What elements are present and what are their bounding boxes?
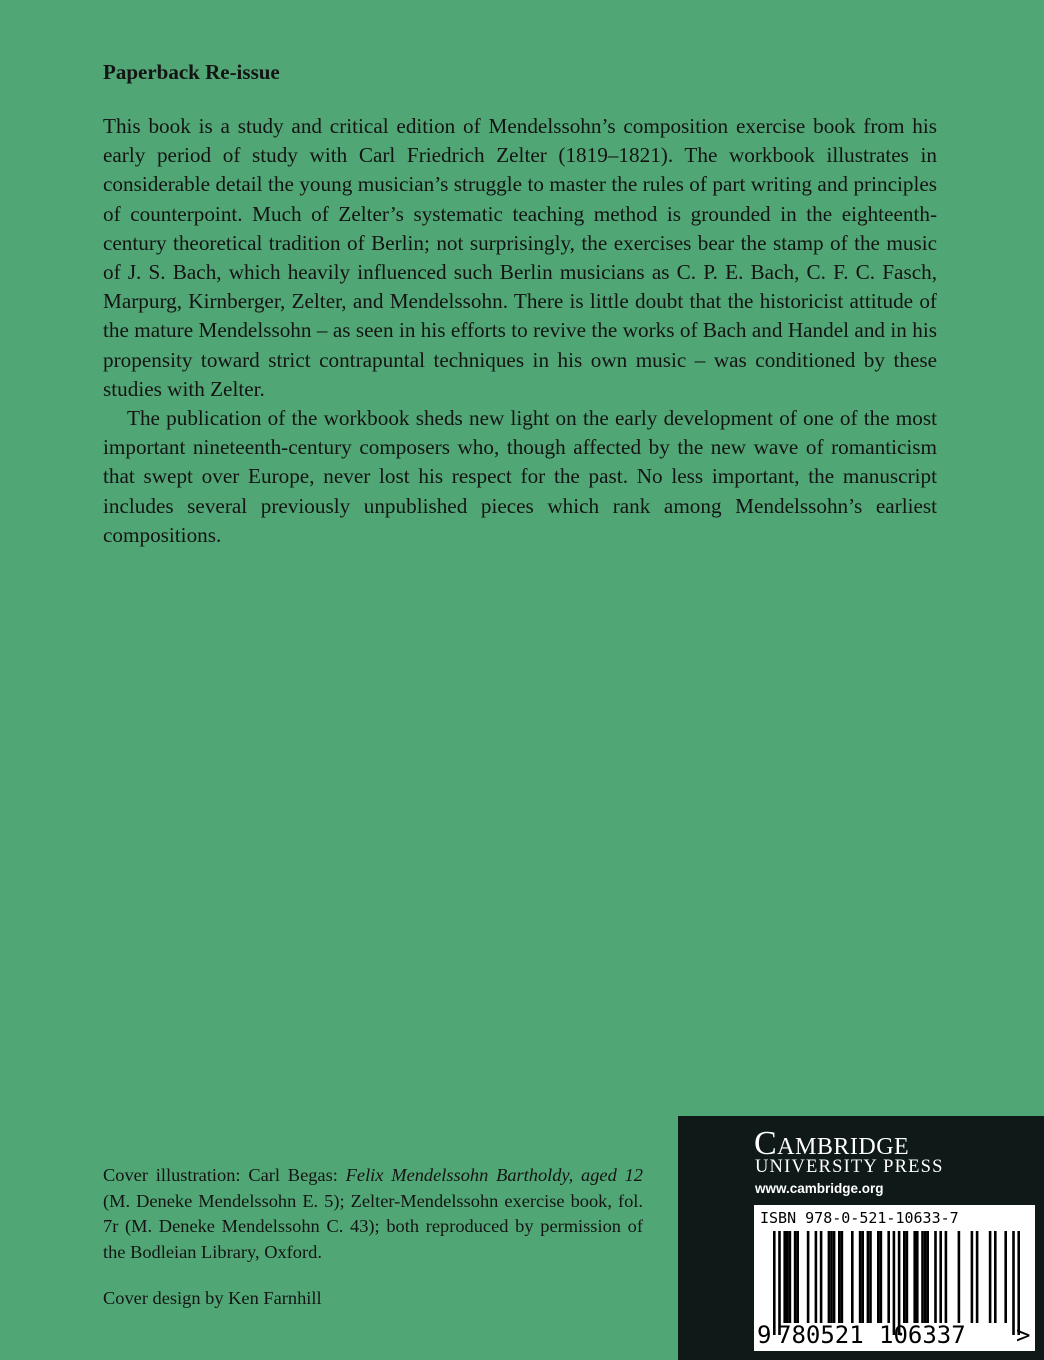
- barcode-bar: [976, 1231, 979, 1323]
- blurb-paragraph-2: The publication of the workbook sheds new light on the early development of one of the most important nineteenth-century composers who, though affected by the new wave of romanticism that swept over Europe, never lost his respect for the past. No less important, the manuscript includes several previously unpublished pieces which rank among Mendelssohn’s earliest compositions.: [103, 406, 937, 547]
- publisher-name: Cambridge: [754, 1125, 910, 1162]
- barcode-bar: [815, 1231, 818, 1323]
- barcode-bar: [838, 1231, 841, 1323]
- barcode-bar: [906, 1231, 909, 1323]
- barcode-bar: [861, 1231, 864, 1323]
- barcode-bar: [778, 1231, 781, 1335]
- isbn-label: ISBN 978-0-521-10633-7: [760, 1209, 959, 1227]
- blurb-paragraph-1: This book is a study and critical edition of Mendelssohn’s composition exercise book from his early period of study with Carl Friedrich Zelter (1819–1821). The workbook illustrates in considerable detail the young musician’s struggle to master the rules of part writing and principles of counterpoint. Much of Zelter’s systematic teaching method is grounded in the eighteenth-century theoretical tradition of Berlin; not surprisingly, the exercises bear the stamp of the music of J. S. Bach, which heavily influenced such Berlin musicians as C. P. E. Bach, C. F. C. Fasch, Marpurg, Kirnberger, Zelter, and Mendelssohn. There is little doubt that the historicist attitude of the mature Mendelssohn – as seen in his efforts to revive the works of Bach and Handel and in his propensity toward strict contrapuntal techniques in his own music – was conditioned by these studies with Zelter.: [103, 114, 937, 401]
- barcode-bar: [887, 1231, 890, 1323]
- heading: Paperback Re-issue: [103, 60, 280, 84]
- barcode-bar: [794, 1231, 797, 1323]
- barcode-bar: [1004, 1231, 1007, 1323]
- publisher-subtitle: UNIVERSITY PRESS: [755, 1157, 944, 1177]
- barcode-bar: [1017, 1231, 1020, 1335]
- barcode-bar: [1012, 1231, 1015, 1335]
- barcode-bar: [877, 1231, 880, 1323]
- barcode-bar: [924, 1231, 927, 1323]
- barcode-lead-digit: 9: [757, 1321, 772, 1349]
- barcode-digits-left: 780521: [777, 1321, 864, 1349]
- barcode-bar: [828, 1231, 831, 1323]
- barcode-bar: [796, 1231, 799, 1323]
- barcode-bar: [869, 1231, 872, 1323]
- barcode-bar: [841, 1231, 844, 1323]
- publisher-panel: [678, 1116, 1044, 1360]
- barcode-bar: [867, 1231, 870, 1323]
- barcode-bar: [773, 1231, 776, 1335]
- barcode-bar: [789, 1231, 792, 1323]
- barcode-bar: [898, 1231, 901, 1335]
- illustration-title: Felix Mendelssohn Bartholdy, aged 12: [345, 1165, 643, 1185]
- barcode-bar: [939, 1231, 942, 1323]
- barcode-bar: [830, 1231, 833, 1323]
- barcode-bar: [893, 1231, 896, 1335]
- barcode-digits-right: 106337: [879, 1321, 966, 1349]
- barcode-bar: [833, 1231, 836, 1323]
- barcode-bar: [786, 1231, 789, 1323]
- barcode-bar: [971, 1231, 974, 1323]
- cover-design-credit: Cover design by Ken Farnhill: [103, 1288, 322, 1308]
- barcode-bar: [807, 1231, 810, 1323]
- barcode-bar: [916, 1231, 919, 1323]
- barcode-bar: [851, 1231, 854, 1323]
- barcode-bar: [958, 1231, 961, 1323]
- barcode-bar: [859, 1231, 862, 1323]
- barcode-bar: [989, 1231, 992, 1323]
- barcode-bar: [913, 1231, 916, 1323]
- barcode-arrow: >: [1016, 1321, 1031, 1349]
- illustration-prefix: Cover illustration: Carl Begas:: [103, 1165, 346, 1185]
- barcode-bar: [880, 1231, 883, 1323]
- blurb: [103, 112, 937, 550]
- barcode-bar: [921, 1231, 924, 1323]
- publisher-url: www.cambridge.org: [755, 1181, 884, 1196]
- isbn-barcode: [754, 1205, 1035, 1351]
- barcode-bar: [903, 1231, 906, 1323]
- barcode-bar: [934, 1231, 937, 1323]
- barcode-bar: [783, 1231, 786, 1323]
- cover-illustration-credit: [103, 1163, 643, 1265]
- barcode-bar: [994, 1231, 997, 1323]
- illustration-credit-text: [103, 1163, 643, 1265]
- barcode-bar: [945, 1231, 948, 1323]
- barcode-bar: [926, 1231, 929, 1323]
- barcode-bar: [820, 1231, 823, 1323]
- illustration-rest: (M. Deneke Mendelssohn E. 5); Zelter-Mendelssohn exercise book, fol. 7r (M. Deneke Mendelssohn C. 43); both reproduced by permission of the Bodleian Library, Oxford.: [103, 1190, 643, 1262]
